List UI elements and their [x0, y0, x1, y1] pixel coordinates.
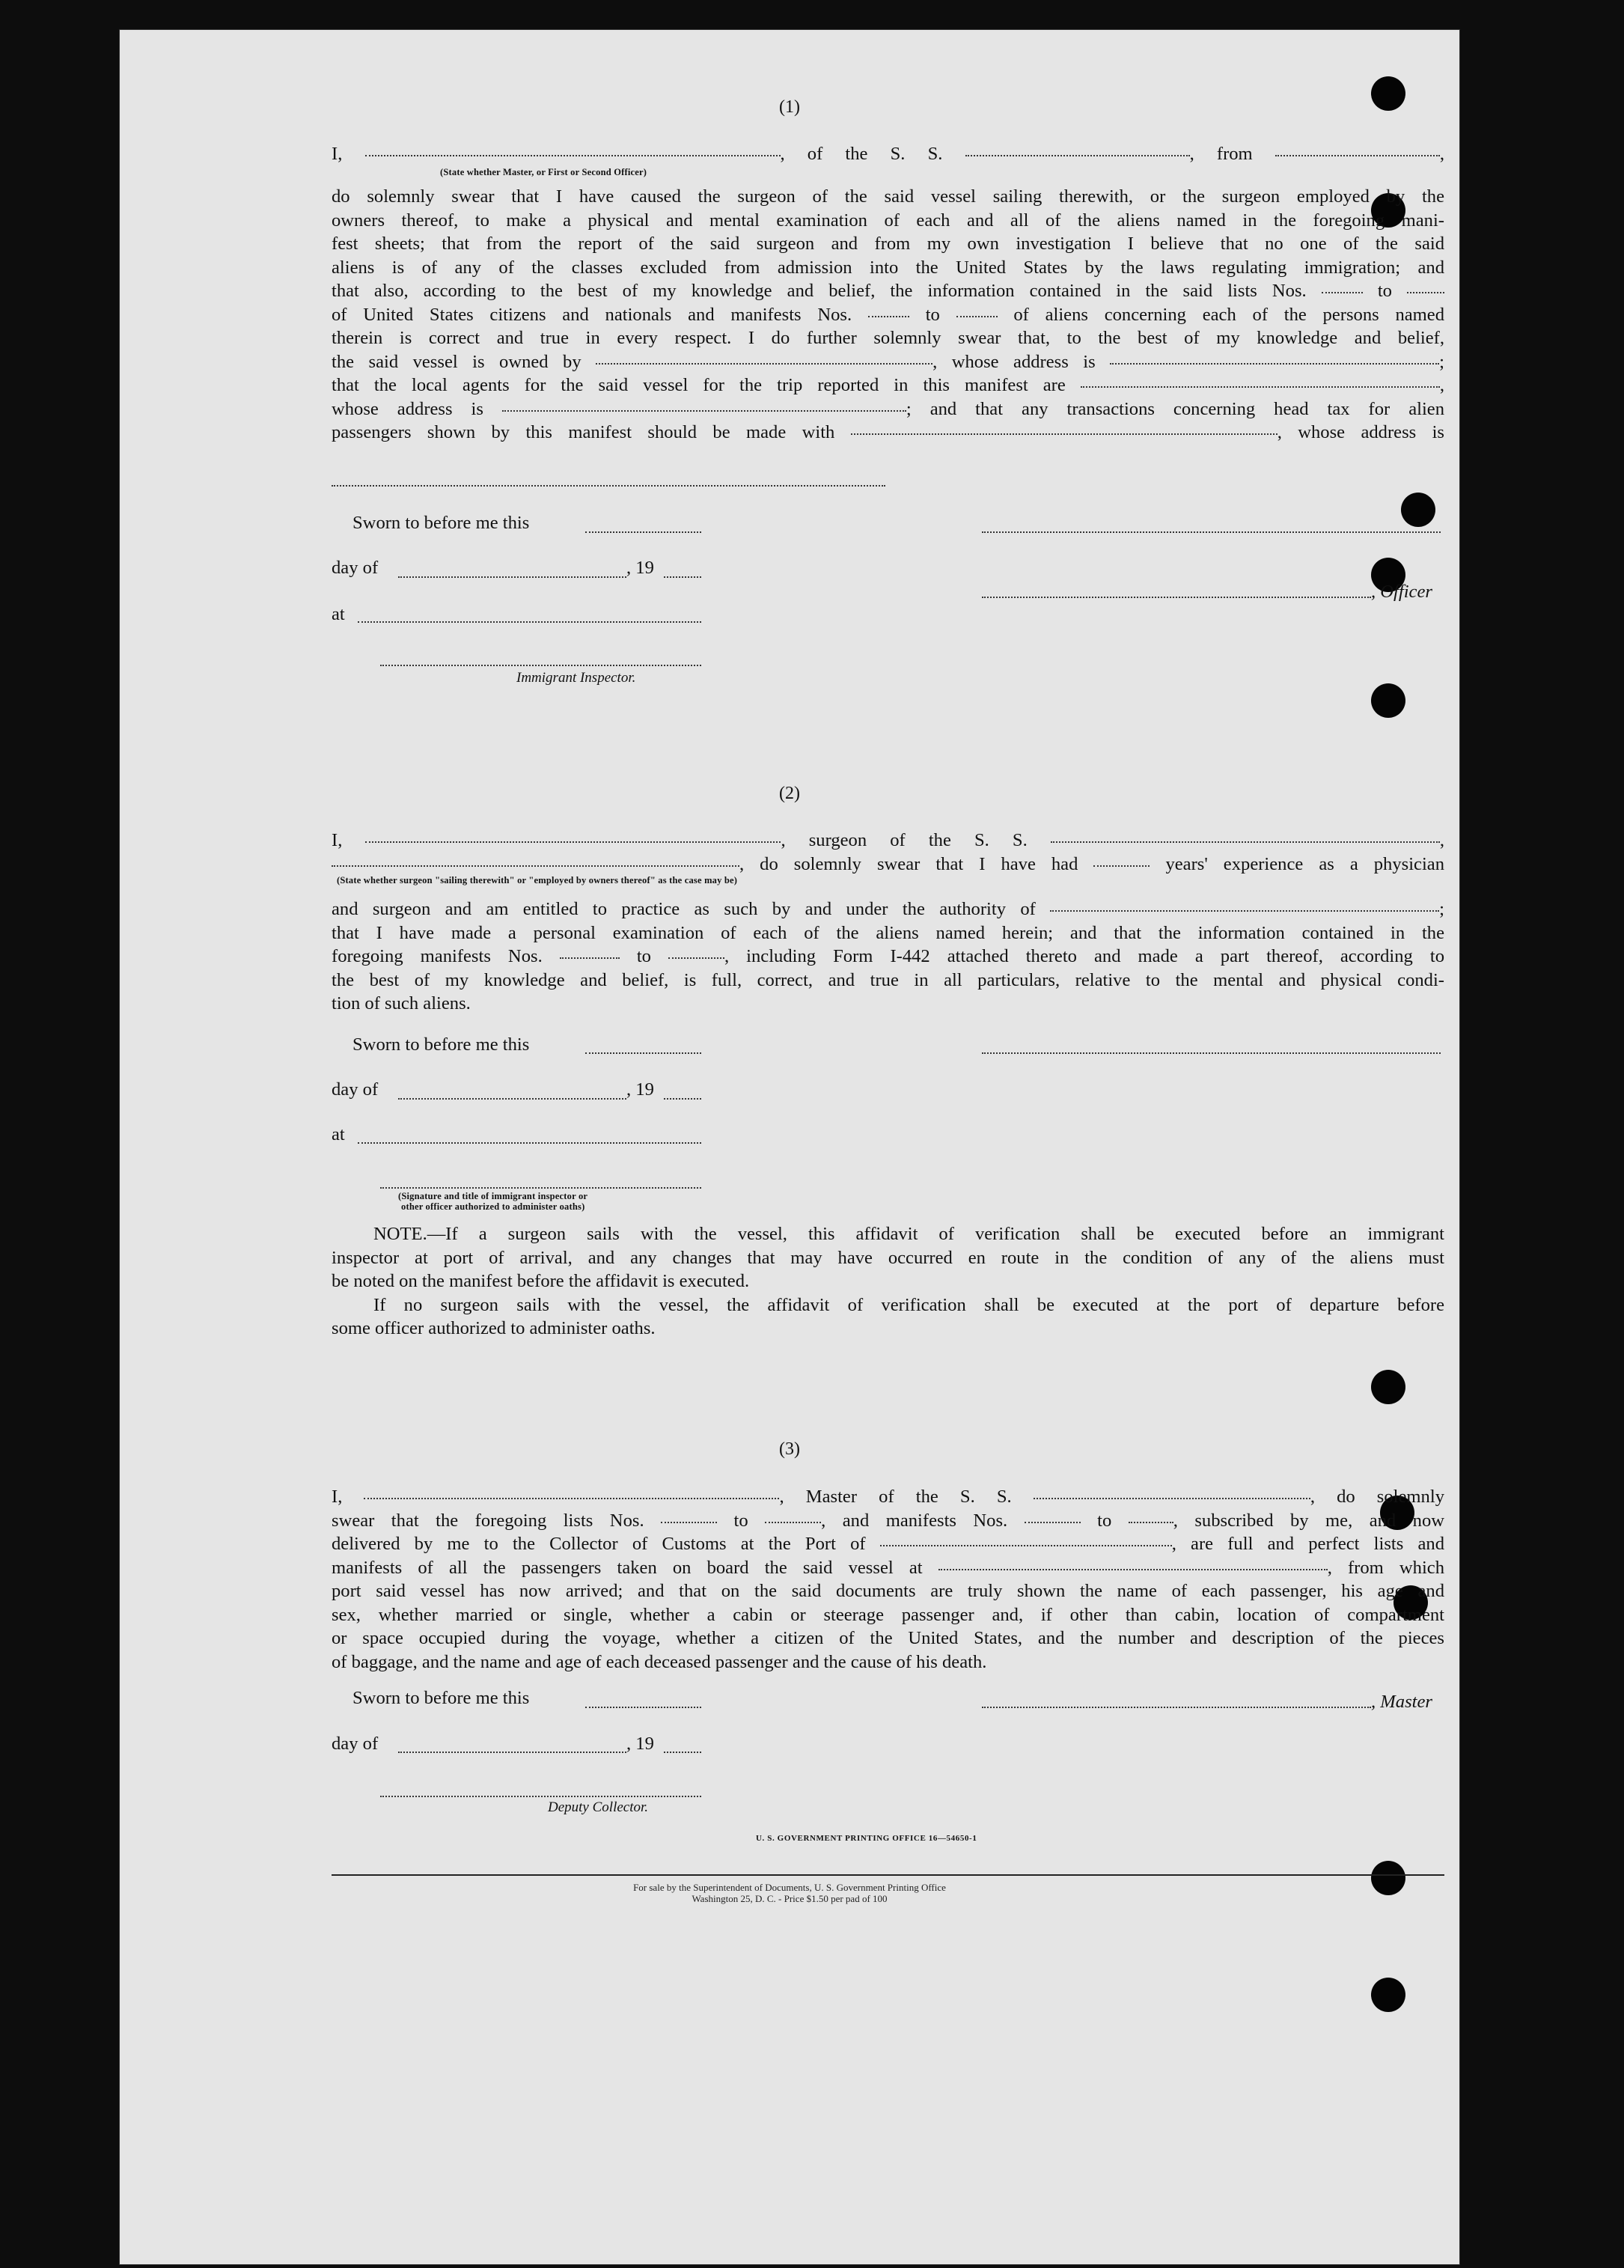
- section-2-oath-text: and surgeon and am entitled to practice as such by and under the authority of ; that I have made a personal examination of each of the aliens named herein; and that the information contained in the foregoing manifests Nos. to , including Form I-442 attached thereto and made a part thereof, according to the best of my knowledge and belief, is full, correct, and true in all particulars, relative to the mental and physical condi- tion of such aliens.: [332, 899, 1445, 1013]
- month-line: [398, 576, 626, 578]
- officer-title: , Officer: [1371, 582, 1432, 602]
- master-title: , Master: [1371, 1692, 1432, 1712]
- year-line: [664, 576, 701, 578]
- punch-hole: [1371, 683, 1405, 718]
- printing-office-imprint: U. S. GOVERNMENT PRINTING OFFICE 16—54650-1: [756, 1834, 977, 1843]
- officer-signature-line: [982, 597, 1371, 598]
- punch-hole: [1371, 1370, 1405, 1404]
- sworn-before-label: Sworn to before me this: [352, 513, 530, 533]
- inspector-signature-line: [380, 665, 701, 666]
- year-line: [664, 1752, 701, 1753]
- sale-notice: For sale by the Superintendent of Documents, U. S. Government Printing Office Washington 25, D. C. - Price $1.50 per pad of 100: [633, 1882, 946, 1904]
- surgeon-status-note: (State whether surgeon "sailing therewith" or "employed by owners thereof" as the case may be): [337, 875, 738, 885]
- month-line: [398, 1752, 626, 1753]
- surgeon-signature-line: [982, 1052, 1441, 1054]
- section-1-opening-line: I, , of the S. S. , from ,: [332, 144, 1444, 164]
- section-2-heading: (2): [779, 784, 800, 803]
- address-continuation-line: [332, 485, 885, 487]
- punch-hole: [1401, 493, 1435, 527]
- sworn-before-label: Sworn to before me this: [352, 1688, 530, 1708]
- signature-note: (Signature and title of immigrant inspector or other officer authorized to administer oaths): [398, 1191, 588, 1212]
- deputy-collector-title: Deputy Collector.: [548, 1799, 649, 1815]
- sworn-day-line: [585, 1052, 701, 1054]
- deputy-collector-signature-line: [380, 1796, 701, 1797]
- section-3-oath-text: I, , Master of the S. S. , do solemnly swear that the foregoing lists Nos. to , and manifests Nos. to , subscribed by me, and now delivered by me to the Collector of Customs at the Port of , are full and perfect lists and manifests of all the passengers taken on board the said vessel at , from which port said vessel has now arrived; and that on the said documents are truly shown the name of each passenger, his age and sex, whether married or single, whether a cabin or steerage passenger and, if other than cabin, location of compartment or space occupied during the voyage, whether a citizen of the United States, and the number and description of the pieces of baggage, and the name and age of each deceased passenger and the cause of his death.: [332, 1487, 1445, 1672]
- day-of-label: day of: [332, 558, 379, 578]
- signature-line: [982, 531, 1441, 533]
- sworn-day-line: [585, 1707, 701, 1708]
- day-of-label: day of: [332, 1734, 379, 1754]
- master-signature-line: [982, 1707, 1371, 1708]
- punch-hole: [1371, 1978, 1405, 2012]
- verification-note: NOTE.—If a surgeon sails with the vessel, this affidavit of verification shall be executed before an immigrant inspector at port of arrival, and any changes that may have occurred en route in the condition of any of the aliens must be noted on the manifest before the affidavit is executed. If no surgeon sails with the vessel, the affidavit of verification shall be executed at the port of departure before some officer authorized to administer oaths.: [332, 1224, 1444, 1338]
- sworn-before-label: Sworn to before me this: [352, 1034, 530, 1055]
- year-label: , 19: [626, 1734, 654, 1754]
- section-1-oath-text: do solemnly swear that I have caused the surgeon of the said vessel sailing therewith, or the surgeon employed by the owners thereof, to make a physical and mental examination of each and all of the aliens named in the foregoing mani- fest sheets; that from the report of the said surgeon and from my own investigation I believe that no one of the said aliens is of any of the classes excluded from admission into the United States by the laws regulating immigration; and that also, according to the best of my knowledge and belief, the information contained in the said lists Nos. to of United States citizens and nationals and manifests Nos. to of aliens concerning each of the persons named therein is correct and true in every respect. I do further solemnly swear that, to the best of my knowledge and belief, the said vessel is owned by , whose address is ; that the local agents for the said vessel for the trip reported in this manifest are , whose address is ; and that any transactions concerning head tax for alien passengers shown by this manifest should be made with , whose address is: [332, 186, 1445, 442]
- place-line: [358, 621, 701, 623]
- section-3-heading: (3): [779, 1439, 800, 1459]
- year-label: , 19: [626, 1079, 654, 1100]
- sworn-day-line: [585, 531, 701, 533]
- year-label: , 19: [626, 558, 654, 578]
- place-line: [358, 1142, 701, 1144]
- at-label: at: [332, 604, 345, 624]
- form-page: [120, 30, 1459, 2264]
- authorized-officer-signature-line: [380, 1187, 701, 1189]
- section-2-opening-line: I, , surgeon of the S. S. , , do solemnly swear that I have had years' experience as a physician: [332, 830, 1445, 874]
- year-line: [664, 1098, 701, 1100]
- day-of-label: day of: [332, 1079, 379, 1100]
- officer-rank-note: (State whether Master, or First or Second Officer): [440, 167, 647, 177]
- at-label: at: [332, 1124, 345, 1144]
- month-line: [398, 1098, 626, 1100]
- inspector-title: Immigrant Inspector.: [516, 670, 636, 686]
- section-1-heading: (1): [779, 97, 800, 117]
- footer-rule: [332, 1874, 1444, 1876]
